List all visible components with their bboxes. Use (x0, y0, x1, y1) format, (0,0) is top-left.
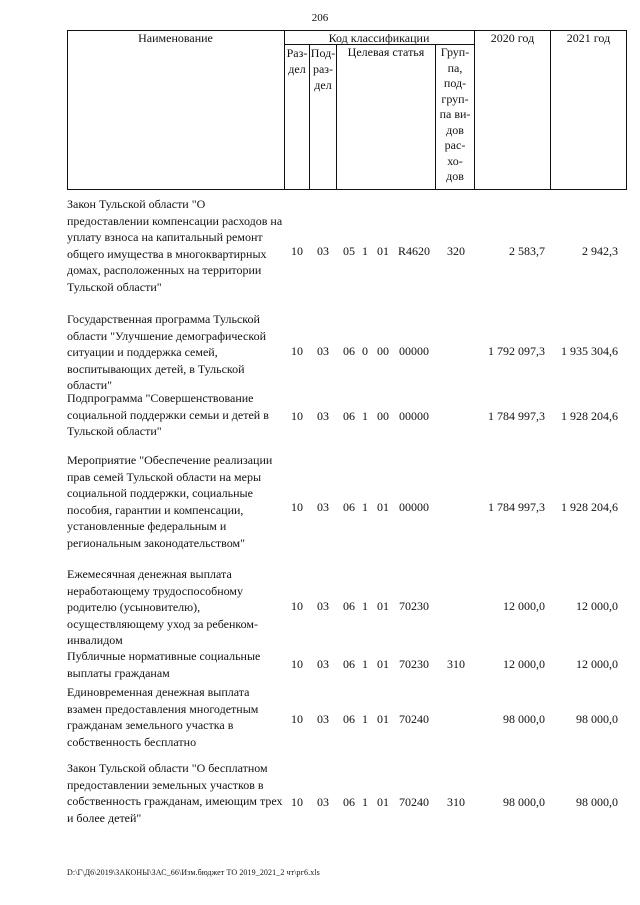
table-row (0, 311, 640, 391)
row-razdel: 10 (291, 599, 303, 613)
table-row (0, 760, 640, 844)
row-razdel: 10 (291, 244, 303, 258)
table-row (0, 566, 640, 646)
row-podrazdel: 03 (317, 712, 329, 726)
header-divider-group (474, 30, 475, 190)
row-value-2021: 2 942,3 (582, 244, 618, 258)
row-target-subprogram: 0 (362, 344, 368, 358)
row-razdel: 10 (291, 344, 303, 358)
row-value-2020: 98 000,0 (503, 795, 545, 809)
row-target-program: 06 (343, 712, 355, 726)
row-target-direction: 00000 (399, 409, 429, 423)
row-target-direction: 70230 (399, 599, 429, 613)
header-target: Целевая статья (347, 45, 425, 59)
row-target-direction: 70240 (399, 795, 429, 809)
row-target-event: 01 (377, 712, 389, 726)
table-row (0, 452, 640, 562)
row-value-2021: 98 000,0 (576, 712, 618, 726)
row-podrazdel: 03 (317, 500, 329, 514)
row-target-program: 06 (343, 409, 355, 423)
header-razdel: Раз- дел (286, 46, 308, 76)
row-value-2021: 1 928 204,6 (561, 500, 618, 514)
row-target-program: 06 (343, 657, 355, 671)
row-target-event: 00 (377, 409, 389, 423)
row-name: Единовременная денежная выплата взамен предоставления многодетным гражданам земельного участка в собственность бесплатно (67, 685, 259, 749)
row-value-2021: 1 928 204,6 (561, 409, 618, 423)
row-razdel: 10 (291, 409, 303, 423)
row-name: Закон Тульской области "О предоставлении компенсации расходов на уплату взноса на капитальный ремонт общего имущества в многоквартирных домах, расположенных на территории Тульской области" (67, 197, 283, 294)
table-row (0, 390, 640, 442)
header-left-border (67, 30, 68, 190)
row-target-event: 01 (377, 244, 389, 258)
row-value-2021: 1 935 304,6 (561, 344, 618, 358)
row-value-2020: 12 000,0 (503, 657, 545, 671)
row-target-subprogram: 1 (362, 244, 368, 258)
row-value-2020: 1 792 097,3 (488, 344, 545, 358)
row-razdel: 10 (291, 795, 303, 809)
row-target-direction: R4620 (397, 244, 430, 258)
row-target-program: 06 (343, 344, 355, 358)
header-right-border (626, 30, 627, 190)
row-razdel: 10 (291, 657, 303, 671)
row-expense-group: 310 (447, 795, 465, 809)
row-name: Закон Тульской области "О бесплатном предоставлении земельных участков в собственность гражданам, имеющим трех и более детей" (67, 761, 283, 825)
row-target-event: 01 (377, 795, 389, 809)
row-target-event: 01 (377, 599, 389, 613)
row-target-program: 05 (343, 244, 355, 258)
row-expense-group: 320 (447, 244, 465, 258)
row-podrazdel: 03 (317, 599, 329, 613)
row-value-2020: 12 000,0 (503, 599, 545, 613)
row-podrazdel: 03 (317, 795, 329, 809)
row-target-program: 06 (343, 599, 355, 613)
file-path-footer: D:\Г\Д6\2019\ЗАКОНЫ\ЗАС_66\Изм.бюджет ТО 2019_2021_2 чт\рг6.xls (67, 868, 320, 877)
header-name: Наименование (138, 31, 213, 45)
header-divider-podrazdel (336, 44, 337, 190)
header-code: Код классификации (328, 31, 430, 45)
page-number: 206 (311, 12, 329, 24)
row-razdel: 10 (291, 500, 303, 514)
row-target-event: 01 (377, 657, 389, 671)
row-target-subprogram: 1 (362, 712, 368, 726)
table-row (0, 196, 640, 306)
row-target-direction: 00000 (399, 344, 429, 358)
row-value-2021: 12 000,0 (576, 599, 618, 613)
row-target-program: 06 (343, 500, 355, 514)
header-2020: 2020 год (490, 31, 535, 45)
row-razdel: 10 (291, 712, 303, 726)
row-name: Мероприятие "Обеспечение реализации прав семей Тульской области на меры социальной поддержки, социальные пособия, гарантии и компенсации, установленные федеральным и региональным законодательством" (67, 453, 273, 550)
row-target-subprogram: 1 (362, 599, 368, 613)
row-value-2020: 2 583,7 (509, 244, 545, 258)
header-2021: 2021 год (566, 31, 611, 45)
row-target-subprogram: 1 (362, 657, 368, 671)
row-target-event: 00 (377, 344, 389, 358)
row-name: Ежемесячная денежная выплата неработающему трудоспособному родителю (усыновителю), осуществляющему уход за ребенком-инвалидом (67, 567, 259, 647)
table-row (0, 648, 640, 680)
row-podrazdel: 03 (317, 409, 329, 423)
row-podrazdel: 03 (317, 657, 329, 671)
row-name: Публичные нормативные социальные выплаты гражданам (67, 649, 261, 680)
row-value-2021: 12 000,0 (576, 657, 618, 671)
row-target-subprogram: 1 (362, 795, 368, 809)
row-name: Подпрограмма "Совершенствование социальной поддержки семьи и детей в Тульской области" (67, 391, 269, 438)
header-group: Груп- па, под- груп- па ви- дов рас- хо- дов (439, 45, 471, 183)
table-row (0, 684, 640, 754)
row-target-direction: 00000 (399, 500, 429, 514)
row-name: Государственная программа Тульской области "Улучшение демографической ситуации и поддержка семей, воспитывающих детей, в Тульской области" (67, 312, 267, 392)
row-value-2021: 98 000,0 (576, 795, 618, 809)
header-podrazdel: Под- раз- дел (310, 46, 336, 92)
row-target-program: 06 (343, 795, 355, 809)
row-target-direction: 70240 (399, 712, 429, 726)
row-target-direction: 70230 (399, 657, 429, 671)
row-value-2020: 1 784 997,3 (488, 500, 545, 514)
row-value-2020: 1 784 997,3 (488, 409, 545, 423)
row-target-subprogram: 1 (362, 409, 368, 423)
row-expense-group: 310 (447, 657, 465, 671)
header-bottom-border (67, 189, 627, 190)
row-podrazdel: 03 (317, 244, 329, 258)
row-podrazdel: 03 (317, 344, 329, 358)
row-target-event: 01 (377, 500, 389, 514)
row-value-2020: 98 000,0 (503, 712, 545, 726)
row-target-subprogram: 1 (362, 500, 368, 514)
header-divider-years (550, 30, 551, 190)
